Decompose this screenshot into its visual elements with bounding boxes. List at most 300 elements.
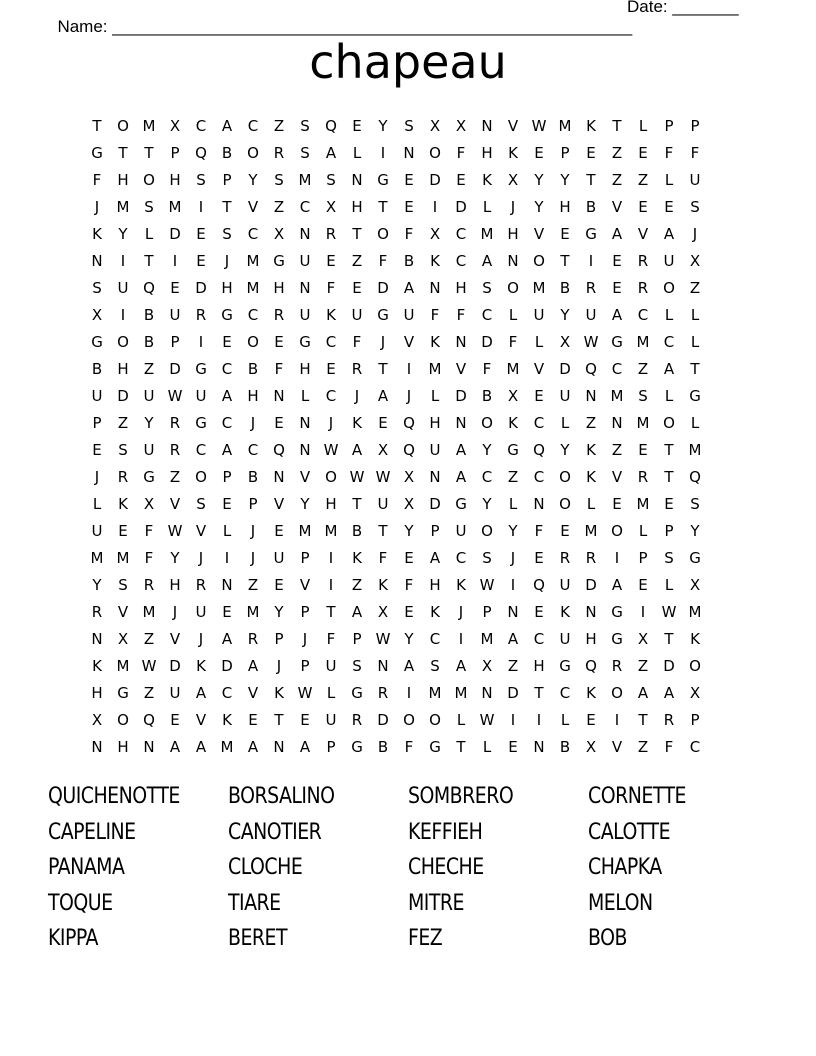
grid-letter[interactable]: E <box>196 224 206 243</box>
grid-letter[interactable]: R <box>273 305 285 324</box>
grid-letter[interactable]: F <box>664 737 674 756</box>
grid-letter[interactable]: L <box>352 143 362 162</box>
grid-letter[interactable]: Z <box>247 575 259 594</box>
grid-letter[interactable]: J <box>380 332 386 351</box>
grid-letter[interactable]: E <box>404 548 414 567</box>
grid-letter[interactable]: O <box>247 332 259 351</box>
grid-letter[interactable]: R <box>351 359 363 378</box>
grid-letter[interactable]: C <box>429 629 441 648</box>
grid-letter[interactable]: V <box>195 521 207 540</box>
grid-letter[interactable]: K <box>586 467 596 486</box>
grid-letter[interactable]: U <box>143 386 155 405</box>
grid-letter[interactable]: T <box>222 197 232 216</box>
grid-letter[interactable]: V <box>611 737 623 756</box>
grid-letter[interactable]: F <box>326 278 336 297</box>
grid-letter[interactable]: D <box>117 386 129 405</box>
grid-letter[interactable]: E <box>352 116 362 135</box>
grid-letter[interactable]: Y <box>300 494 310 513</box>
grid-letter[interactable]: A <box>377 386 389 405</box>
grid-letter[interactable]: D <box>455 197 467 216</box>
grid-letter[interactable]: O <box>533 251 545 270</box>
grid-letter[interactable]: Z <box>143 629 155 648</box>
grid-letter[interactable]: V <box>273 494 285 513</box>
grid-letter[interactable]: X <box>325 197 337 216</box>
grid-letter[interactable]: Q <box>689 467 701 486</box>
grid-letter[interactable]: T <box>638 710 648 729</box>
grid-letter[interactable]: N <box>481 116 493 135</box>
grid-letter[interactable]: O <box>195 467 207 486</box>
grid-letter[interactable]: E <box>534 386 544 405</box>
grid-letter[interactable]: U <box>169 683 181 702</box>
grid-letter[interactable]: Z <box>611 170 623 189</box>
grid-letter[interactable]: L <box>508 305 518 324</box>
grid-letter[interactable]: J <box>198 629 204 648</box>
grid-letter[interactable]: D <box>195 278 207 297</box>
grid-letter[interactable]: E <box>638 143 648 162</box>
grid-letter[interactable]: X <box>273 224 285 243</box>
grid-letter[interactable]: Z <box>689 278 701 297</box>
grid-letter[interactable]: K <box>430 251 440 270</box>
grid-letter[interactable]: T <box>274 710 284 729</box>
grid-letter[interactable]: M <box>116 197 130 216</box>
grid-letter[interactable]: Z <box>169 467 181 486</box>
grid-letter[interactable]: D <box>585 575 597 594</box>
grid-letter[interactable]: O <box>429 143 441 162</box>
grid-letter[interactable]: I <box>588 251 594 270</box>
grid-letter[interactable]: C <box>195 116 207 135</box>
grid-letter[interactable]: Y <box>560 440 570 459</box>
grid-letter[interactable]: K <box>352 413 362 432</box>
grid-letter[interactable]: K <box>430 602 440 621</box>
grid-letter[interactable]: H <box>247 386 259 405</box>
grid-letter[interactable]: H <box>221 278 233 297</box>
grid-letter[interactable]: L <box>222 521 232 540</box>
grid-letter[interactable]: I <box>536 710 542 729</box>
grid-letter[interactable]: W <box>297 683 313 702</box>
grid-letter[interactable]: A <box>611 224 623 243</box>
grid-letter[interactable]: P <box>690 710 700 729</box>
grid-letter[interactable]: S <box>300 143 310 162</box>
grid-letter[interactable]: F <box>274 359 284 378</box>
grid-letter[interactable]: L <box>508 494 518 513</box>
grid-letter[interactable]: Q <box>143 278 155 297</box>
grid-letter[interactable]: E <box>404 170 414 189</box>
grid-letter[interactable]: C <box>195 440 207 459</box>
grid-letter[interactable]: K <box>430 332 440 351</box>
grid-letter[interactable]: I <box>614 548 620 567</box>
grid-letter[interactable]: C <box>533 467 545 486</box>
grid-letter[interactable]: E <box>170 278 180 297</box>
grid-letter[interactable]: B <box>351 521 363 540</box>
grid-letter[interactable]: X <box>91 710 103 729</box>
grid-letter[interactable]: A <box>507 629 519 648</box>
grid-letter[interactable]: D <box>559 359 571 378</box>
grid-letter[interactable]: I <box>510 710 516 729</box>
grid-letter[interactable]: T <box>586 170 596 189</box>
grid-letter[interactable]: N <box>273 467 285 486</box>
grid-letter[interactable]: I <box>614 710 620 729</box>
grid-letter[interactable]: H <box>169 170 181 189</box>
grid-letter[interactable]: Z <box>507 656 519 675</box>
grid-letter[interactable]: A <box>195 737 207 756</box>
grid-letter[interactable]: K <box>586 116 596 135</box>
grid-letter[interactable]: O <box>611 683 623 702</box>
grid-letter[interactable]: J <box>276 656 282 675</box>
grid-letter[interactable]: I <box>406 683 412 702</box>
grid-letter[interactable]: Z <box>273 197 285 216</box>
grid-letter[interactable]: L <box>92 494 102 513</box>
grid-letter[interactable]: N <box>455 332 467 351</box>
grid-letter[interactable]: K <box>586 440 596 459</box>
grid-letter[interactable]: E <box>638 440 648 459</box>
grid-letter[interactable]: Q <box>325 116 337 135</box>
grid-letter[interactable]: G <box>195 359 207 378</box>
grid-letter[interactable]: S <box>196 494 206 513</box>
grid-letter[interactable]: V <box>533 224 545 243</box>
grid-letter[interactable]: L <box>326 683 336 702</box>
grid-letter[interactable]: A <box>247 737 259 756</box>
grid-letter[interactable]: V <box>403 332 415 351</box>
grid-letter[interactable]: A <box>663 359 675 378</box>
grid-letter[interactable]: R <box>325 224 337 243</box>
grid-letter[interactable]: M <box>142 116 156 135</box>
grid-letter[interactable]: E <box>612 278 622 297</box>
grid-letter[interactable]: C <box>247 305 259 324</box>
grid-letter[interactable]: M <box>246 251 260 270</box>
grid-letter[interactable]: J <box>510 548 516 567</box>
grid-letter[interactable]: U <box>351 305 363 324</box>
grid-letter[interactable]: I <box>120 305 126 324</box>
grid-letter[interactable]: U <box>559 386 571 405</box>
grid-letter[interactable]: L <box>430 386 440 405</box>
grid-letter[interactable]: U <box>91 386 103 405</box>
grid-letter[interactable]: R <box>91 602 103 621</box>
grid-letter[interactable]: Y <box>248 170 258 189</box>
grid-letter[interactable]: E <box>664 197 674 216</box>
grid-letter[interactable]: Q <box>585 359 597 378</box>
grid-letter[interactable]: T <box>144 143 154 162</box>
grid-letter[interactable]: F <box>404 575 414 594</box>
grid-letter[interactable]: J <box>302 629 308 648</box>
grid-letter[interactable]: P <box>352 629 362 648</box>
grid-letter[interactable]: C <box>611 359 623 378</box>
grid-letter[interactable]: W <box>479 710 495 729</box>
grid-letter[interactable]: V <box>247 197 259 216</box>
grid-letter[interactable]: I <box>380 143 386 162</box>
grid-letter[interactable]: A <box>455 656 467 675</box>
grid-letter[interactable]: M <box>506 359 520 378</box>
grid-letter[interactable]: L <box>560 710 570 729</box>
grid-letter[interactable]: S <box>690 494 700 513</box>
grid-letter[interactable]: G <box>611 332 623 351</box>
grid-letter[interactable]: H <box>351 197 363 216</box>
grid-letter[interactable]: E <box>352 278 362 297</box>
grid-letter[interactable]: E <box>456 170 466 189</box>
grid-letter[interactable]: Z <box>143 359 155 378</box>
grid-letter[interactable]: H <box>169 575 181 594</box>
grid-letter[interactable]: L <box>482 737 492 756</box>
grid-letter[interactable]: M <box>428 359 442 378</box>
grid-letter[interactable]: F <box>378 548 388 567</box>
grid-letter[interactable]: L <box>690 305 700 324</box>
grid-letter[interactable]: G <box>351 737 363 756</box>
grid-letter[interactable]: A <box>637 683 649 702</box>
grid-letter[interactable]: Y <box>170 548 180 567</box>
grid-letter[interactable]: C <box>247 224 259 243</box>
grid-letter[interactable]: O <box>663 278 675 297</box>
grid-letter[interactable]: E <box>274 521 284 540</box>
grid-letter[interactable]: C <box>221 359 233 378</box>
grid-letter[interactable]: U <box>195 386 207 405</box>
grid-letter[interactable]: F <box>690 143 700 162</box>
grid-letter[interactable]: Z <box>637 359 649 378</box>
grid-letter[interactable]: G <box>507 440 519 459</box>
grid-letter[interactable]: N <box>299 224 311 243</box>
grid-letter[interactable]: V <box>455 359 467 378</box>
grid-letter[interactable]: Y <box>534 197 544 216</box>
grid-letter[interactable]: V <box>507 116 519 135</box>
grid-letter[interactable]: V <box>247 683 259 702</box>
grid-letter[interactable]: Y <box>378 116 388 135</box>
grid-letter[interactable]: X <box>507 170 519 189</box>
grid-letter[interactable]: P <box>326 737 336 756</box>
grid-letter[interactable]: C <box>481 467 493 486</box>
grid-letter[interactable]: D <box>429 494 441 513</box>
grid-letter[interactable]: O <box>559 467 571 486</box>
grid-letter[interactable]: K <box>274 683 284 702</box>
grid-letter[interactable]: Y <box>118 224 128 243</box>
grid-letter[interactable]: I <box>120 251 126 270</box>
grid-letter[interactable]: T <box>378 197 388 216</box>
grid-letter[interactable]: O <box>481 413 493 432</box>
grid-letter[interactable]: P <box>170 143 180 162</box>
grid-letter[interactable]: G <box>585 224 597 243</box>
grid-letter[interactable]: O <box>559 494 571 513</box>
grid-letter[interactable]: U <box>455 521 467 540</box>
grid-letter[interactable]: N <box>533 494 545 513</box>
grid-letter[interactable]: N <box>585 602 597 621</box>
grid-letter[interactable]: N <box>481 683 493 702</box>
grid-letter[interactable]: G <box>91 332 103 351</box>
grid-letter[interactable]: D <box>169 224 181 243</box>
grid-letter[interactable]: F <box>144 548 154 567</box>
grid-letter[interactable]: M <box>558 116 572 135</box>
grid-letter[interactable]: P <box>248 494 258 513</box>
grid-letter[interactable]: R <box>585 548 597 567</box>
grid-letter[interactable]: A <box>351 440 363 459</box>
grid-letter[interactable]: J <box>458 602 464 621</box>
grid-letter[interactable]: L <box>482 197 492 216</box>
grid-letter[interactable]: H <box>559 197 571 216</box>
grid-letter[interactable]: C <box>247 440 259 459</box>
grid-letter[interactable]: F <box>378 251 388 270</box>
grid-letter[interactable]: M <box>246 602 260 621</box>
grid-letter[interactable]: A <box>455 467 467 486</box>
grid-letter[interactable]: M <box>142 602 156 621</box>
grid-letter[interactable]: R <box>117 467 129 486</box>
grid-letter[interactable]: K <box>92 656 102 675</box>
grid-letter[interactable]: R <box>559 548 571 567</box>
grid-letter[interactable]: R <box>195 305 207 324</box>
grid-letter[interactable]: Z <box>611 440 623 459</box>
grid-letter[interactable]: A <box>663 683 675 702</box>
grid-letter[interactable]: V <box>169 629 181 648</box>
grid-letter[interactable]: Q <box>273 440 285 459</box>
grid-letter[interactable]: E <box>638 197 648 216</box>
grid-letter[interactable]: K <box>378 575 388 594</box>
grid-letter[interactable]: J <box>250 521 256 540</box>
grid-letter[interactable]: P <box>430 521 440 540</box>
grid-letter[interactable]: C <box>455 548 467 567</box>
grid-letter[interactable]: M <box>688 602 702 621</box>
grid-letter[interactable]: N <box>429 467 441 486</box>
grid-letter[interactable]: F <box>456 305 466 324</box>
grid-letter[interactable]: I <box>328 575 334 594</box>
grid-letter[interactable]: G <box>689 386 701 405</box>
grid-letter[interactable]: Y <box>404 629 414 648</box>
grid-letter[interactable]: G <box>273 251 285 270</box>
grid-letter[interactable]: N <box>273 386 285 405</box>
grid-letter[interactable]: C <box>325 386 337 405</box>
grid-letter[interactable]: W <box>141 656 157 675</box>
grid-letter[interactable]: U <box>559 575 571 594</box>
grid-letter[interactable]: N <box>377 656 389 675</box>
grid-letter[interactable]: L <box>638 116 648 135</box>
grid-letter[interactable]: L <box>586 494 596 513</box>
grid-letter[interactable]: Z <box>273 116 285 135</box>
grid-letter[interactable]: I <box>198 197 204 216</box>
grid-letter[interactable]: S <box>482 278 492 297</box>
grid-letter[interactable]: H <box>429 413 441 432</box>
grid-letter[interactable]: P <box>664 521 674 540</box>
grid-letter[interactable]: S <box>638 386 648 405</box>
grid-letter[interactable]: P <box>638 548 648 567</box>
grid-letter[interactable]: M <box>480 629 494 648</box>
grid-letter[interactable]: R <box>377 683 389 702</box>
grid-letter[interactable]: A <box>247 656 259 675</box>
grid-letter[interactable]: N <box>403 143 415 162</box>
grid-letter[interactable]: Z <box>351 251 363 270</box>
grid-letter[interactable]: S <box>92 278 102 297</box>
grid-letter[interactable]: F <box>92 170 102 189</box>
grid-letter[interactable]: L <box>560 413 570 432</box>
grid-letter[interactable]: N <box>611 413 623 432</box>
grid-letter[interactable]: E <box>586 710 596 729</box>
grid-letter[interactable]: X <box>455 116 467 135</box>
grid-letter[interactable]: D <box>169 656 181 675</box>
grid-letter[interactable]: O <box>663 413 675 432</box>
grid-letter[interactable]: E <box>508 737 518 756</box>
grid-letter[interactable]: G <box>299 332 311 351</box>
grid-letter[interactable]: E <box>274 332 284 351</box>
grid-letter[interactable]: A <box>481 251 493 270</box>
grid-letter[interactable]: Y <box>534 170 544 189</box>
grid-letter[interactable]: G <box>455 494 467 513</box>
grid-letter[interactable]: K <box>508 143 518 162</box>
grid-letter[interactable]: S <box>196 170 206 189</box>
grid-letter[interactable]: F <box>664 143 674 162</box>
grid-letter[interactable]: J <box>94 467 100 486</box>
grid-letter[interactable]: S <box>118 575 128 594</box>
grid-letter[interactable]: E <box>612 494 622 513</box>
grid-letter[interactable]: N <box>585 386 597 405</box>
grid-letter[interactable]: T <box>326 602 336 621</box>
grid-letter[interactable]: O <box>507 278 519 297</box>
grid-letter[interactable]: H <box>273 278 285 297</box>
grid-letter[interactable]: E <box>378 413 388 432</box>
grid-letter[interactable]: O <box>689 656 701 675</box>
grid-letter[interactable]: O <box>117 332 129 351</box>
grid-letter[interactable]: C <box>533 413 545 432</box>
grid-letter[interactable]: D <box>429 170 441 189</box>
grid-letter[interactable]: N <box>351 170 363 189</box>
grid-letter[interactable]: U <box>533 305 545 324</box>
grid-letter[interactable]: S <box>482 548 492 567</box>
grid-letter[interactable]: T <box>612 116 622 135</box>
grid-letter[interactable]: D <box>481 332 493 351</box>
grid-letter[interactable]: L <box>144 224 154 243</box>
grid-letter[interactable]: U <box>403 305 415 324</box>
grid-letter[interactable]: L <box>690 332 700 351</box>
grid-letter[interactable]: X <box>169 116 181 135</box>
grid-letter[interactable]: P <box>222 170 232 189</box>
grid-letter[interactable]: H <box>507 224 519 243</box>
grid-letter[interactable]: F <box>326 629 336 648</box>
grid-letter[interactable]: S <box>118 440 128 459</box>
grid-letter[interactable]: Z <box>637 170 649 189</box>
grid-letter[interactable]: P <box>92 413 102 432</box>
grid-letter[interactable]: B <box>377 737 389 756</box>
grid-letter[interactable]: B <box>91 359 103 378</box>
grid-letter[interactable]: J <box>250 548 256 567</box>
grid-letter[interactable]: R <box>663 710 675 729</box>
grid-letter[interactable]: E <box>248 710 258 729</box>
grid-letter[interactable]: K <box>690 629 700 648</box>
grid-letter[interactable]: E <box>534 548 544 567</box>
grid-letter[interactable]: O <box>481 521 493 540</box>
grid-letter[interactable]: C <box>663 332 675 351</box>
grid-letter[interactable]: T <box>378 521 388 540</box>
grid-letter[interactable]: S <box>326 170 336 189</box>
grid-letter[interactable]: H <box>117 170 129 189</box>
grid-letter[interactable]: O <box>117 710 129 729</box>
grid-letter[interactable]: B <box>247 467 259 486</box>
grid-letter[interactable]: M <box>454 683 468 702</box>
grid-letter[interactable]: V <box>299 575 311 594</box>
grid-letter[interactable]: N <box>91 629 103 648</box>
grid-letter[interactable]: R <box>351 710 363 729</box>
grid-letter[interactable]: T <box>664 629 674 648</box>
grid-letter[interactable]: N <box>299 413 311 432</box>
grid-letter[interactable]: S <box>690 197 700 216</box>
grid-letter[interactable]: X <box>403 494 415 513</box>
grid-letter[interactable]: M <box>428 683 442 702</box>
grid-letter[interactable]: A <box>221 629 233 648</box>
grid-letter[interactable]: Y <box>690 521 700 540</box>
grid-letter[interactable]: E <box>404 197 414 216</box>
grid-letter[interactable]: S <box>430 656 440 675</box>
grid-letter[interactable]: P <box>482 602 492 621</box>
grid-letter[interactable]: B <box>143 305 155 324</box>
grid-letter[interactable]: K <box>196 656 206 675</box>
grid-letter[interactable]: R <box>611 656 623 675</box>
grid-letter[interactable]: U <box>273 548 285 567</box>
grid-letter[interactable]: P <box>300 656 310 675</box>
grid-letter[interactable]: Q <box>403 440 415 459</box>
grid-letter[interactable]: J <box>250 413 256 432</box>
grid-letter[interactable]: X <box>143 494 155 513</box>
grid-letter[interactable]: N <box>455 413 467 432</box>
